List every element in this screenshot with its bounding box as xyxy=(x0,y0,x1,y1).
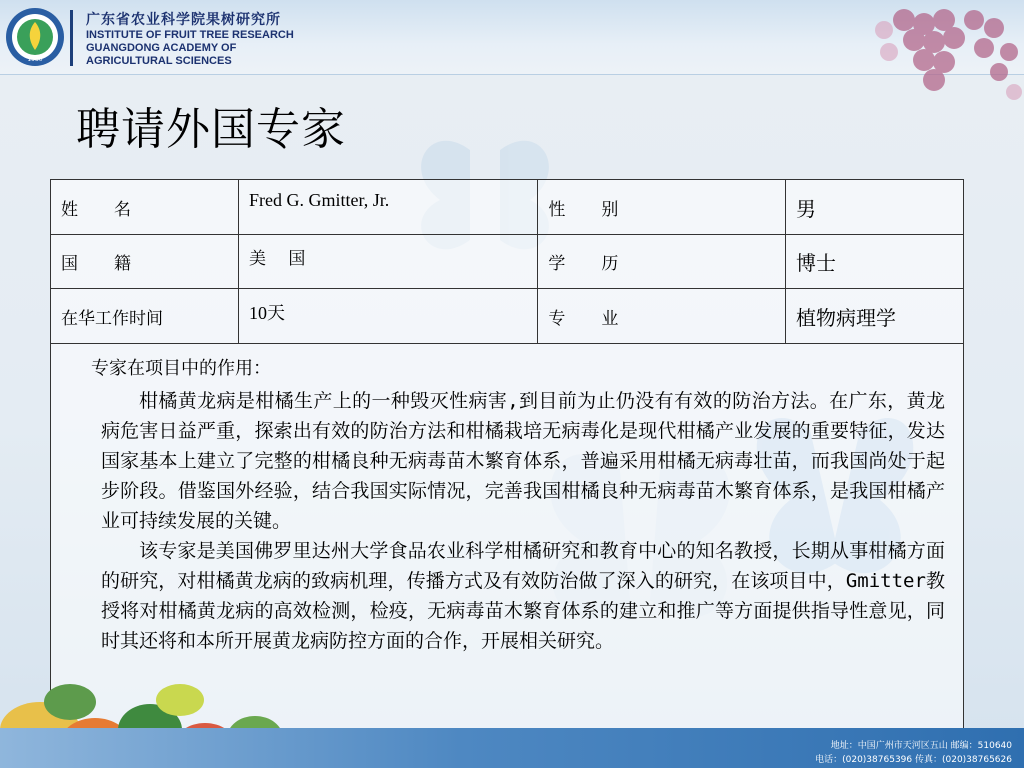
table-row xyxy=(51,289,964,344)
org-name-cn: 广东省农业科学院果树研究所 xyxy=(86,12,281,28)
footer-address: 地址：中国广州市天河区五山 邮编：510640 xyxy=(830,741,1012,751)
value-education: 博士 xyxy=(785,235,963,289)
header-divider xyxy=(70,10,73,66)
description-paragraph-2: 该专家是美国佛罗里达州大学食品农业科学柑橘研究和教育中心的知名教授，长期从事柑橘方面的研究，对柑橘黄龙病的致病机理，传播方式及有效防治做了深入的研究，在该项目中，Gmitter教授将对柑橘黄龙病的高效检测，检疫，无病毒苗木繁育体系的建立和推广等方面提供指导性意见，同时其还将和本所开展黄龙病防控方面的合作，开展相关研究。 xyxy=(101,540,945,652)
table-row xyxy=(51,235,964,289)
label-major: 专 业 xyxy=(538,289,786,344)
footer-contact: 电话：(020)38765396 传真：(020)38765626 xyxy=(815,755,1012,765)
org-name-en-line1: INSTITUTE OF FRUIT TREE RESEARCH xyxy=(86,29,294,41)
value-work-time: 10天 xyxy=(239,289,538,344)
org-name-en-line3: AGRICULTURAL SCIENCES xyxy=(86,55,232,67)
label-work-time: 在华工作时间 xyxy=(51,289,239,344)
svg-text:1930: 1930 xyxy=(27,56,43,63)
institute-logo xyxy=(4,6,66,68)
slide-title: 聘请外国专家 xyxy=(76,104,346,155)
value-major: 植物病理学 xyxy=(785,289,963,344)
org-name-en-line2: GUANGDONG ACADEMY OF xyxy=(86,42,237,54)
label-name: 姓 名 xyxy=(51,180,239,235)
description-heading: 专家在项目中的作用： xyxy=(91,358,271,379)
value-nationality: 美 国 xyxy=(239,235,538,289)
grape-decoration xyxy=(814,0,1024,110)
label-gender: 性 别 xyxy=(538,180,786,235)
label-nationality: 国 籍 xyxy=(51,235,239,289)
label-education: 学 历 xyxy=(538,235,786,289)
table-row xyxy=(51,180,964,235)
value-gender: 男 xyxy=(785,180,963,235)
value-name: Fred G. Gmitter, Jr. xyxy=(239,180,538,235)
description-paragraph-1: 柑橘黄龙病是柑橘生产上的一种毁灭性病害,到目前为止仍没有有效的防治方法。在广东，黄龙病危害日益严重，探索出有效的防治方法和柑橘栽培无病毒化是现代柑橘产业发展的重要特征，发达国家基本上建立了完整的柑橘良种无病毒苗木繁育体系，普遍采用柑橘无病毒壮苗，而我国尚处于起步阶段。借鉴国外经验，结合我国实际情况，完善我国柑橘良种无病毒苗木繁育体系，是我国柑橘产业可持续发展的关键。 xyxy=(101,390,945,532)
